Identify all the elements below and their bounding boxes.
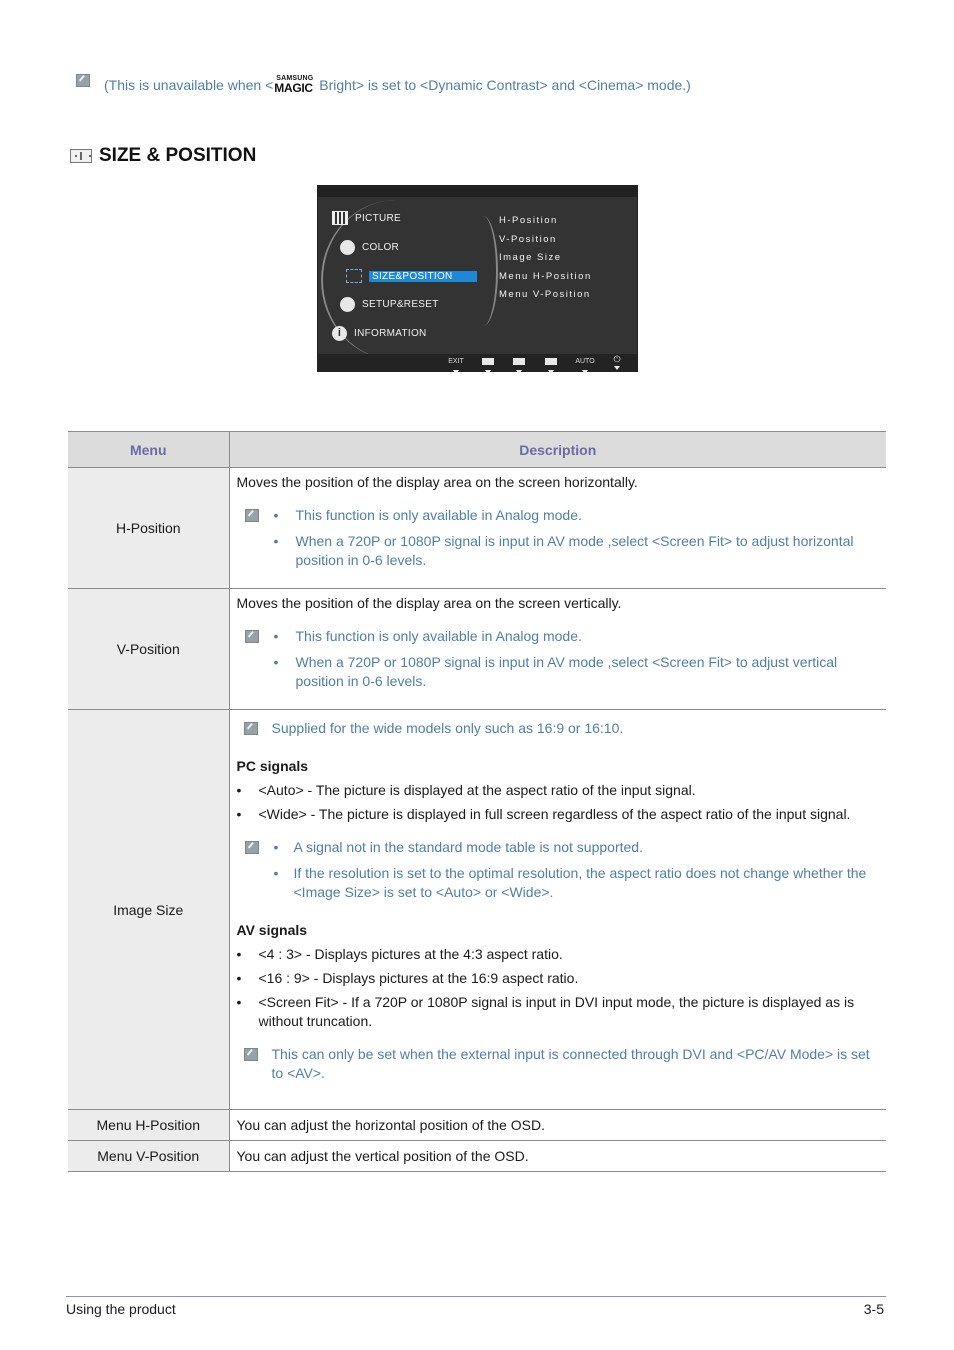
row-description: You can adjust the vertical position of the OSD. [229, 1141, 886, 1172]
note-icon [244, 1048, 258, 1061]
logo-line1: SAMSUNG [276, 75, 314, 82]
note-block [237, 719, 879, 738]
note-text: Supplied for the wide models only such as 16:9 or 16:10. [271, 720, 624, 736]
note-bullet: • This function is only available in Analog mode. [273, 507, 582, 523]
gear-icon [340, 297, 355, 312]
note-bullet: • A signal not in the standard mode table is not supported. [273, 839, 643, 855]
osd-item-label: COLOR [362, 242, 400, 253]
row-name: H-Position [68, 468, 229, 589]
note-bullet: • When a 720P or 1080P signal is input in AV mode ,select <Screen Fit> to adjust vertical position in 0-6 levels. [273, 654, 838, 689]
osd-menu-screenshot [317, 185, 638, 372]
section-title [70, 145, 256, 167]
desc-text: Moves the position of the display area on the screen horizontally. [236, 474, 638, 490]
note-text: This can only be set when the external input is connected through DVI and <PC/AV Mode> is set to <AV>. [271, 1046, 870, 1081]
osd-item-color [340, 240, 399, 255]
exit-label: EXIT [448, 358, 464, 365]
osd-exit-button [445, 358, 467, 365]
osd-auto-button [574, 358, 596, 365]
note-plain [237, 1045, 879, 1083]
osd-top-bar [318, 186, 637, 197]
enter-icon [545, 358, 557, 365]
footer-section-name: Using the product [66, 1301, 176, 1317]
color-icon [340, 240, 355, 255]
footer-page-number: 3-5 [863, 1301, 884, 1317]
note-bullet-text: This function is only available in Analog mode. [295, 628, 582, 644]
list-item-text: <4 : 3> - Displays pictures at the 4:3 aspect ratio. [258, 946, 563, 962]
footer-rule [66, 1296, 886, 1297]
size-position-icon [70, 149, 92, 163]
top-note-suffix: Bright> is set to <Dynamic Contrast> and <Cinema> mode.) [319, 77, 691, 93]
osd-item-label: SIZE&POSITION [369, 271, 477, 282]
list-item-text: <Auto> - The picture is displayed at the aspect ratio of the input signal. [258, 782, 696, 798]
osd-item-label: INFORMATION [354, 328, 427, 339]
list-item-text: <Screen Fit> - If a 720P or 1080P signal is input in DVI input mode, the picture is displayed as is without truncation. [258, 994, 855, 1029]
row-name: Image Size [68, 710, 229, 1110]
note-icon [244, 722, 258, 735]
osd-item-size-position [346, 269, 477, 283]
table-row [68, 589, 886, 710]
arrow-down-icon [614, 366, 620, 370]
list-item: • <16 : 9> - Displays pictures at the 16:9 aspect ratio. [236, 970, 579, 986]
osd-sub-item: Menu H-Position [499, 271, 592, 282]
note-bullet: • If the resolution is set to the optimal resolution, the aspect ratio does not change whether the <Image Size> is set to <Auto> or <Wide>. [273, 865, 867, 900]
row-description [229, 468, 886, 589]
header-description: Description [229, 432, 886, 468]
osd-sub-item: H-Position [499, 215, 558, 226]
note-icon [76, 74, 90, 87]
arrow-down-icon [453, 370, 459, 374]
note-block [237, 838, 879, 902]
list-item-text: <16 : 9> - Displays pictures at the 16:9 aspect ratio. [258, 970, 579, 986]
down-icon [482, 358, 494, 365]
arrow-down-icon [548, 370, 554, 374]
samsung-magic-logo [274, 77, 318, 93]
header-menu: Menu [68, 432, 229, 468]
arrow-down-icon [485, 370, 491, 374]
osd-sub-item: V-Position [499, 234, 557, 245]
table-row [68, 468, 886, 589]
note-plain [237, 719, 879, 738]
note-block [237, 627, 879, 691]
osd-sub-item: Menu V-Position [499, 289, 591, 300]
picture-icon [332, 211, 348, 225]
osd-up-button [508, 358, 530, 365]
top-note-prefix: (This is unavailable when < [104, 77, 274, 93]
info-icon: i [332, 326, 347, 341]
logo-line2: MAGIC [274, 81, 313, 95]
list-item: • <4 : 3> - Displays pictures at the 4:3 aspect ratio. [236, 946, 563, 962]
osd-down-button [477, 358, 499, 365]
arrow-down-icon [516, 370, 522, 374]
note-bullet-text: When a 720P or 1080P signal is input in AV mode ,select <Screen Fit> to adjust horizontal position in 0-6 levels. [295, 533, 854, 568]
osd-sub-item: Image Size [499, 252, 562, 263]
pc-signals-heading: PC signals [236, 758, 309, 774]
osd-item-label: SETUP&RESET [362, 299, 439, 310]
osd-item-label: PICTURE [355, 212, 401, 224]
row-name: Menu V-Position [68, 1141, 229, 1172]
note-bullet-text: This function is only available in Analog mode. [295, 507, 582, 523]
list-item: • <Wide> - The picture is displayed in full screen regardless of the aspect ratio of the input signal. [236, 806, 851, 822]
note-block [237, 506, 879, 570]
row-name: V-Position [68, 589, 229, 710]
move-icon [346, 269, 362, 283]
row-name: Menu H-Position [68, 1110, 229, 1141]
note-bullet-text: If the resolution is set to the optimal resolution, the aspect ratio does not change whether the <Image Size> is set to <Auto> or <Wide>. [293, 865, 867, 900]
menu-description-table [68, 431, 886, 1172]
table-header-row [68, 432, 886, 468]
note-bullet: • This function is only available in Analog mode. [273, 628, 582, 644]
section-heading: SIZE & POSITION [99, 145, 257, 166]
osd-enter-button [540, 358, 562, 365]
list-item: • <Auto> - The picture is displayed at the aspect ratio of the input signal. [236, 782, 696, 798]
arrow-down-icon [582, 370, 588, 374]
power-icon: ⏻ [613, 354, 621, 364]
note-bullet-text: When a 720P or 1080P signal is input in AV mode ,select <Screen Fit> to adjust vertical position in 0-6 levels. [295, 654, 838, 689]
list-item: • <Screen Fit> - If a 720P or 1080P signal is input in DVI input mode, the picture is displayed as is without truncation. [236, 994, 855, 1029]
osd-item-information [332, 326, 427, 341]
osd-item-setup-reset [340, 297, 439, 312]
note-bullet: • When a 720P or 1080P signal is input in AV mode ,select <Screen Fit> to adjust horizontal position in 0-6 levels. [273, 533, 854, 568]
table-row [68, 710, 886, 1110]
table-row [68, 1141, 886, 1172]
note-block [237, 1045, 879, 1083]
row-description [229, 589, 886, 710]
row-description [229, 710, 886, 1110]
auto-label: AUTO [575, 358, 595, 365]
osd-item-picture [332, 211, 401, 225]
row-description: You can adjust the horizontal position of the OSD. [229, 1110, 886, 1141]
top-note-text [104, 77, 691, 93]
av-signals-heading: AV signals [236, 922, 308, 938]
note-bullet-text: A signal not in the standard mode table is not supported. [293, 839, 643, 855]
up-icon [513, 358, 525, 365]
table-row [68, 1110, 886, 1141]
list-item-text: <Wide> - The picture is displayed in full screen regardless of the aspect ratio of the input signal. [258, 806, 851, 822]
osd-power-button [606, 354, 628, 365]
desc-text: Moves the position of the display area on the screen vertically. [236, 595, 622, 611]
